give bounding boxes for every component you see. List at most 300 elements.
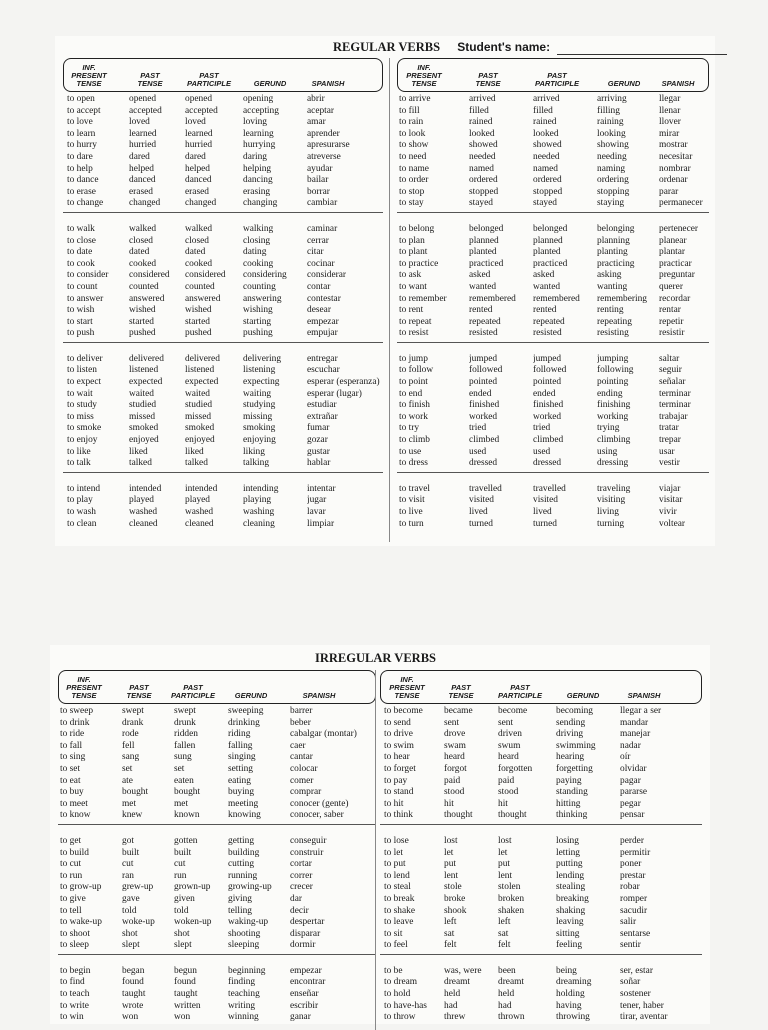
gerund-cell: sending: [556, 717, 586, 728]
gerund-cell: riding: [228, 729, 251, 740]
past-tense-cell: found: [122, 977, 144, 988]
past-tense-cell: walked: [129, 223, 157, 234]
column-header: SPANISH: [627, 691, 661, 700]
past-participle-cell: found: [174, 977, 196, 988]
verb-row: [380, 940, 702, 952]
past-participle-cell: stolen: [498, 882, 521, 893]
gerund-cell: opening: [243, 94, 274, 104]
past-participle-cell: started: [185, 316, 210, 327]
spanish-cell: tener, haber: [620, 1000, 664, 1011]
regular-verbs-right-table: [397, 58, 709, 530]
infinitive-cell: to clean: [67, 518, 97, 529]
past-tense-cell: wrote: [122, 1000, 144, 1011]
past-participle-cell: named: [533, 163, 558, 174]
gerund-cell: learning: [243, 128, 274, 139]
spanish-cell: caer: [290, 740, 306, 751]
spanish-cell: encontrar: [290, 977, 326, 988]
gerund-cell: daring: [243, 151, 267, 162]
column-header-box: [63, 58, 383, 92]
infinitive-cell: to wait: [67, 388, 93, 399]
verb-row: [58, 894, 376, 906]
gerund-cell: living: [597, 507, 619, 517]
gerund-cell: becoming: [556, 706, 593, 716]
infinitive-cell: to hold: [384, 989, 411, 1000]
past-participle-cell: swum: [498, 740, 521, 751]
verb-row: [58, 1012, 376, 1024]
infinitive-cell: to throw: [384, 1012, 416, 1023]
infinitive-cell: to give: [60, 893, 86, 904]
infinitive-cell: to repeat: [399, 316, 432, 327]
past-participle-cell: waited: [185, 388, 210, 399]
past-tense-cell: paid: [444, 775, 461, 786]
gerund-cell: leaving: [556, 917, 584, 928]
gerund-cell: being: [556, 965, 577, 976]
spanish-cell: citar: [307, 247, 324, 258]
verb-group: [397, 484, 709, 530]
infinitive-cell: to lend: [384, 870, 410, 881]
column-header: PAST PARTICIPLE: [171, 683, 215, 700]
infinitive-cell: to know: [60, 810, 91, 821]
past-tense-cell: taught: [122, 989, 146, 1000]
verb-row: [380, 729, 702, 741]
past-tense-cell: met: [122, 798, 137, 809]
infinitive-cell: to ride: [60, 729, 85, 740]
infinitive-cell: to have-has: [384, 1000, 427, 1011]
verb-group: [58, 706, 376, 822]
gerund-cell: breaking: [556, 893, 589, 904]
past-tense-cell: considered: [129, 270, 170, 281]
infinitive-cell: to stop: [399, 186, 425, 197]
infinitive-cell: to build: [60, 847, 89, 858]
past-tense-cell: waited: [129, 388, 154, 399]
infinitive-cell: to consider: [67, 270, 109, 281]
infinitive-cell: to smoke: [67, 423, 102, 434]
spanish-cell: enseñar: [290, 989, 319, 1000]
spanish-cell: robar: [620, 882, 640, 893]
infinitive-cell: to get: [60, 835, 82, 846]
past-tense-cell: slept: [122, 940, 140, 951]
spanish-cell: nombrar: [659, 163, 691, 174]
verb-row: [58, 848, 376, 860]
gerund-cell: setting: [228, 763, 253, 774]
past-tense-cell: counted: [129, 281, 159, 292]
gerund-cell: ordering: [597, 175, 629, 186]
spanish-cell: llover: [659, 117, 681, 128]
past-tense-cell: lost: [444, 835, 458, 846]
spanish-cell: pagar: [620, 775, 641, 786]
gerund-cell: delivering: [243, 353, 282, 364]
gerund-cell: swimming: [556, 740, 596, 751]
spanish-cell: poner: [620, 859, 642, 870]
spanish-cell: extrañar: [307, 411, 338, 422]
regular-verbs-title: REGULAR VERBS: [333, 40, 441, 54]
past-tense-cell: sat: [444, 928, 455, 939]
column-header: INF. PRESENT TENSE: [66, 675, 102, 700]
past-tense-cell: danced: [129, 175, 156, 186]
infinitive-cell: to win: [60, 1012, 84, 1023]
student-name-field[interactable]: [557, 54, 727, 55]
infinitive-cell: to finish: [399, 400, 430, 411]
column-divider: [375, 670, 376, 1030]
infinitive-cell: to think: [384, 810, 413, 821]
gerund-cell: feeling: [556, 940, 583, 951]
infinitive-cell: to belong: [399, 223, 435, 234]
spanish-cell: ganar: [290, 1012, 311, 1023]
spanish-cell: amar: [307, 117, 326, 128]
past-tense-cell: lent: [444, 870, 459, 881]
past-participle-cell: grown-up: [174, 882, 211, 893]
gerund-cell: sleeping: [228, 940, 260, 951]
past-participle-cell: had: [498, 1000, 512, 1011]
spanish-cell: salir: [620, 917, 637, 928]
past-tense-cell: intended: [129, 483, 162, 494]
past-tense-cell: delivered: [129, 353, 164, 364]
past-tense-cell: wished: [129, 305, 156, 316]
spanish-cell: empujar: [307, 328, 338, 339]
past-tense-cell: looked: [469, 128, 495, 139]
gerund-cell: getting: [228, 835, 255, 846]
past-participle-cell: dreamt: [498, 977, 525, 988]
verb-row: [397, 294, 709, 306]
infinitive-cell: to sit: [384, 928, 403, 939]
spanish-cell: conocer, saber: [290, 810, 344, 821]
gerund-cell: dancing: [243, 175, 273, 186]
infinitive-cell: to be: [384, 965, 403, 976]
past-participle-cell: talked: [185, 458, 208, 469]
past-tense-cell: played: [129, 495, 154, 506]
verb-row: [380, 799, 702, 811]
past-participle-cell: lived: [533, 507, 552, 517]
past-participle-cell: worked: [533, 411, 562, 422]
verb-row: [58, 752, 376, 764]
column-header: GERUND: [607, 79, 641, 88]
past-participle-cell: sent: [498, 717, 514, 728]
verb-row: [63, 435, 383, 447]
verb-row: [397, 507, 709, 519]
past-participle-cell: considered: [185, 270, 226, 281]
past-participle-cell: known: [174, 810, 200, 821]
verb-row: [397, 447, 709, 459]
past-participle-cell: missed: [185, 411, 212, 422]
infinitive-cell: to drive: [384, 729, 413, 740]
past-participle-cell: wished: [185, 305, 212, 316]
spanish-cell: romper: [620, 893, 648, 904]
spanish-cell: permitir: [620, 847, 651, 858]
past-participle-cell: won: [174, 1012, 191, 1023]
past-tense-cell: filled: [469, 105, 489, 116]
gerund-cell: forgetting: [556, 763, 593, 774]
verb-row: [63, 328, 383, 340]
verb-row: [63, 484, 383, 496]
verb-row: [63, 305, 383, 317]
verb-row: [63, 519, 383, 531]
past-participle-cell: walked: [185, 223, 213, 234]
infinitive-cell: to dream: [384, 977, 418, 988]
past-participle-cell: belonged: [533, 223, 568, 234]
past-participle-cell: taught: [174, 989, 198, 1000]
infinitive-cell: to end: [399, 388, 423, 399]
infinitive-cell: to turn: [399, 518, 424, 529]
spanish-cell: pertenecer: [659, 223, 699, 234]
verb-row: [397, 484, 709, 496]
past-tense-cell: cooked: [129, 258, 157, 269]
spanish-cell: necesitar: [659, 151, 693, 162]
verb-row: [380, 882, 702, 894]
gerund-cell: considering: [243, 270, 287, 281]
infinitive-cell: to grow-up: [60, 882, 102, 893]
infinitive-cell: to cook: [67, 258, 95, 269]
verb-row: [63, 400, 383, 412]
gerund-cell: needing: [597, 151, 627, 162]
gerund-cell: ending: [597, 388, 623, 399]
gerund-cell: traveling: [597, 483, 631, 494]
past-tense-cell: opened: [129, 94, 157, 104]
past-participle-cell: stayed: [533, 198, 557, 209]
gerund-cell: thinking: [556, 810, 588, 821]
past-tense-cell: studied: [129, 400, 157, 411]
spanish-cell: vestir: [659, 458, 680, 469]
gerund-cell: working: [597, 411, 629, 422]
gerund-cell: drinking: [228, 717, 260, 728]
spanish-cell: cerrar: [307, 235, 329, 246]
past-tense-cell: practiced: [469, 258, 504, 269]
verb-group: [397, 224, 709, 340]
past-tense-cell: loved: [129, 117, 150, 128]
verb-row: [63, 377, 383, 389]
spanish-cell: correr: [290, 870, 313, 881]
spanish-cell: manejar: [620, 729, 651, 740]
gerund-cell: waiting: [243, 388, 272, 399]
verb-row: [397, 187, 709, 199]
verb-row: [63, 507, 383, 519]
irregular-verbs-right-table: [380, 670, 702, 1024]
past-participle-cell: put: [498, 859, 510, 870]
past-tense-cell: felt: [444, 940, 457, 951]
column-header: GERUND: [253, 79, 287, 88]
verb-row: [63, 447, 383, 459]
verb-row: [397, 495, 709, 507]
gerund-cell: showing: [597, 140, 629, 151]
verb-row: [63, 152, 383, 164]
past-participle-cell: delivered: [185, 353, 220, 364]
verb-row: [58, 940, 376, 952]
verb-row: [380, 741, 702, 753]
spanish-cell: terminar: [659, 400, 691, 411]
infinitive-cell: to drink: [60, 717, 90, 728]
gerund-cell: buying: [228, 787, 255, 798]
past-participle-cell: hit: [498, 798, 508, 809]
past-participle-cell: broken: [498, 893, 525, 904]
past-participle-cell: climbed: [533, 435, 564, 446]
gerund-cell: having: [556, 1000, 582, 1011]
past-tense-cell: gave: [122, 893, 140, 904]
verb-row: [397, 435, 709, 447]
infinitive-cell: to break: [384, 893, 415, 904]
verb-row: [380, 917, 702, 929]
past-tense-cell: wanted: [469, 281, 497, 292]
gerund-cell: pointing: [597, 377, 629, 388]
verb-row: [63, 187, 383, 199]
spanish-cell: sentir: [620, 940, 641, 951]
past-participle-cell: drunk: [174, 717, 196, 728]
past-tense-cell: listened: [129, 365, 159, 376]
verb-group: [58, 966, 376, 1024]
past-tense-cell: pushed: [129, 328, 156, 339]
column-header: PAST PARTICIPLE: [535, 71, 579, 88]
past-participle-cell: sung: [174, 752, 192, 763]
verb-group: [397, 94, 709, 210]
past-participle-cell: visited: [533, 495, 558, 506]
infinitive-cell: to like: [67, 446, 91, 457]
past-tense-cell: dressed: [469, 458, 498, 469]
verb-row: [58, 706, 376, 718]
verb-row: [63, 354, 383, 366]
infinitive-cell: to feel: [384, 940, 408, 951]
past-participle-cell: arrived: [533, 94, 560, 104]
past-tense-cell: resisted: [469, 328, 498, 339]
spanish-cell: nadar: [620, 740, 641, 751]
gerund-cell: shooting: [228, 928, 261, 939]
gerund-cell: singing: [228, 752, 256, 763]
spanish-cell: lavar: [307, 507, 326, 517]
infinitive-cell: to wash: [67, 507, 96, 517]
verb-row: [397, 377, 709, 389]
spanish-cell: comprar: [290, 787, 322, 798]
verb-row: [63, 317, 383, 329]
past-tense-cell: liked: [129, 446, 148, 457]
spanish-cell: plantar: [659, 247, 686, 258]
past-tense-cell: started: [129, 316, 154, 327]
past-participle-cell: opened: [185, 94, 213, 104]
infinitive-cell: to erase: [67, 186, 96, 197]
infinitive-cell: to show: [399, 140, 429, 151]
past-tense-cell: climbed: [469, 435, 500, 446]
infinitive-cell: to shake: [384, 905, 415, 916]
past-tense-cell: ate: [122, 775, 133, 786]
past-tense-cell: lived: [469, 507, 488, 517]
past-participle-cell: used: [533, 446, 551, 457]
verb-group: [58, 836, 376, 952]
past-participle-cell: slept: [174, 940, 192, 951]
gerund-cell: following: [597, 365, 634, 376]
infinitive-cell: to dare: [67, 151, 93, 162]
gerund-cell: standing: [556, 787, 588, 798]
infinitive-cell: to wish: [67, 305, 95, 316]
gerund-cell: sitting: [556, 928, 580, 939]
past-participle-cell: repeated: [533, 316, 565, 327]
past-tense-cell: won: [122, 1012, 139, 1023]
infinitive-cell: to expect: [67, 377, 102, 388]
spanish-cell: sentarse: [620, 928, 651, 939]
past-tense-cell: erased: [129, 186, 153, 197]
gerund-cell: losing: [556, 835, 579, 846]
past-tense-cell: jumped: [469, 353, 498, 364]
past-participle-cell: cut: [174, 859, 186, 870]
infinitive-cell: to work: [399, 411, 428, 422]
spanish-cell: practicar: [659, 258, 692, 269]
spanish-cell: bailar: [307, 175, 329, 186]
past-participle-cell: driven: [498, 729, 522, 740]
spanish-cell: sacudir: [620, 905, 648, 916]
spanish-cell: seguir: [659, 365, 682, 376]
verb-row: [397, 412, 709, 424]
spanish-cell: visitar: [659, 495, 683, 506]
past-tense-cell: remembered: [469, 293, 516, 304]
spanish-cell: permanecer: [659, 198, 703, 209]
verb-row: [58, 718, 376, 730]
spanish-cell: viajar: [659, 483, 681, 494]
infinitive-cell: to travel: [399, 483, 430, 494]
verb-row: [397, 305, 709, 317]
gerund-cell: planting: [597, 247, 628, 258]
past-tense-cell: used: [469, 446, 487, 457]
past-tense-cell: cut: [122, 859, 134, 870]
past-participle-cell: tried: [533, 423, 551, 434]
infinitive-cell: to listen: [67, 365, 97, 376]
infinitive-cell: to look: [399, 128, 426, 139]
verb-row: [380, 836, 702, 848]
irregular-verbs-left-table: [58, 670, 376, 1024]
spanish-cell: rentar: [659, 305, 681, 316]
past-tense-cell: turned: [469, 518, 493, 529]
verb-row: [63, 140, 383, 152]
past-tense-cell: missed: [129, 411, 156, 422]
gerund-cell: dreaming: [556, 977, 592, 988]
past-tense-cell: sang: [122, 752, 140, 763]
infinitive-cell: to arrive: [399, 94, 431, 104]
past-participle-cell: dressed: [533, 458, 562, 469]
spanish-cell: despertar: [290, 917, 325, 928]
verb-row: [58, 989, 376, 1001]
infinitive-cell: to write: [60, 1000, 89, 1011]
past-participle-cell: ordered: [533, 175, 562, 186]
spanish-cell: caminar: [307, 223, 338, 234]
verb-row: [397, 259, 709, 271]
infinitive-cell: to pay: [384, 775, 408, 786]
spanish-cell: vivir: [659, 507, 677, 517]
past-tense-cell: set: [122, 763, 133, 774]
verb-row: [380, 977, 702, 989]
infinitive-cell: to jump: [399, 353, 428, 364]
past-participle-cell: hurried: [185, 140, 213, 151]
gerund-cell: raining: [597, 117, 624, 128]
gerund-cell: putting: [556, 859, 583, 870]
past-participle-cell: woken-up: [174, 917, 212, 928]
past-participle-cell: sat: [498, 928, 509, 939]
spanish-cell: conseguir: [290, 835, 327, 846]
gerund-cell: closing: [243, 235, 271, 246]
verb-row: [58, 966, 376, 978]
infinitive-cell: to hit: [384, 798, 404, 809]
past-tense-cell: asked: [469, 270, 491, 281]
infinitive-cell: to plan: [399, 235, 425, 246]
infinitive-cell: to shoot: [60, 928, 90, 939]
infinitive-cell: to change: [67, 198, 104, 209]
past-participle-cell: pushed: [185, 328, 212, 339]
past-participle-cell: met: [174, 798, 189, 809]
past-tense-cell: had: [444, 1000, 458, 1011]
past-participle-cell: travelled: [533, 483, 566, 494]
past-participle-cell: heard: [498, 752, 519, 763]
infinitive-cell: to open: [67, 94, 95, 104]
spanish-cell: colocar: [290, 763, 318, 774]
verb-row: [397, 282, 709, 294]
verb-row: [63, 282, 383, 294]
gerund-cell: pushing: [243, 328, 273, 339]
past-tense-cell: tried: [469, 423, 487, 434]
infinitive-cell: to put: [384, 859, 406, 870]
gerund-cell: hearing: [556, 752, 585, 763]
